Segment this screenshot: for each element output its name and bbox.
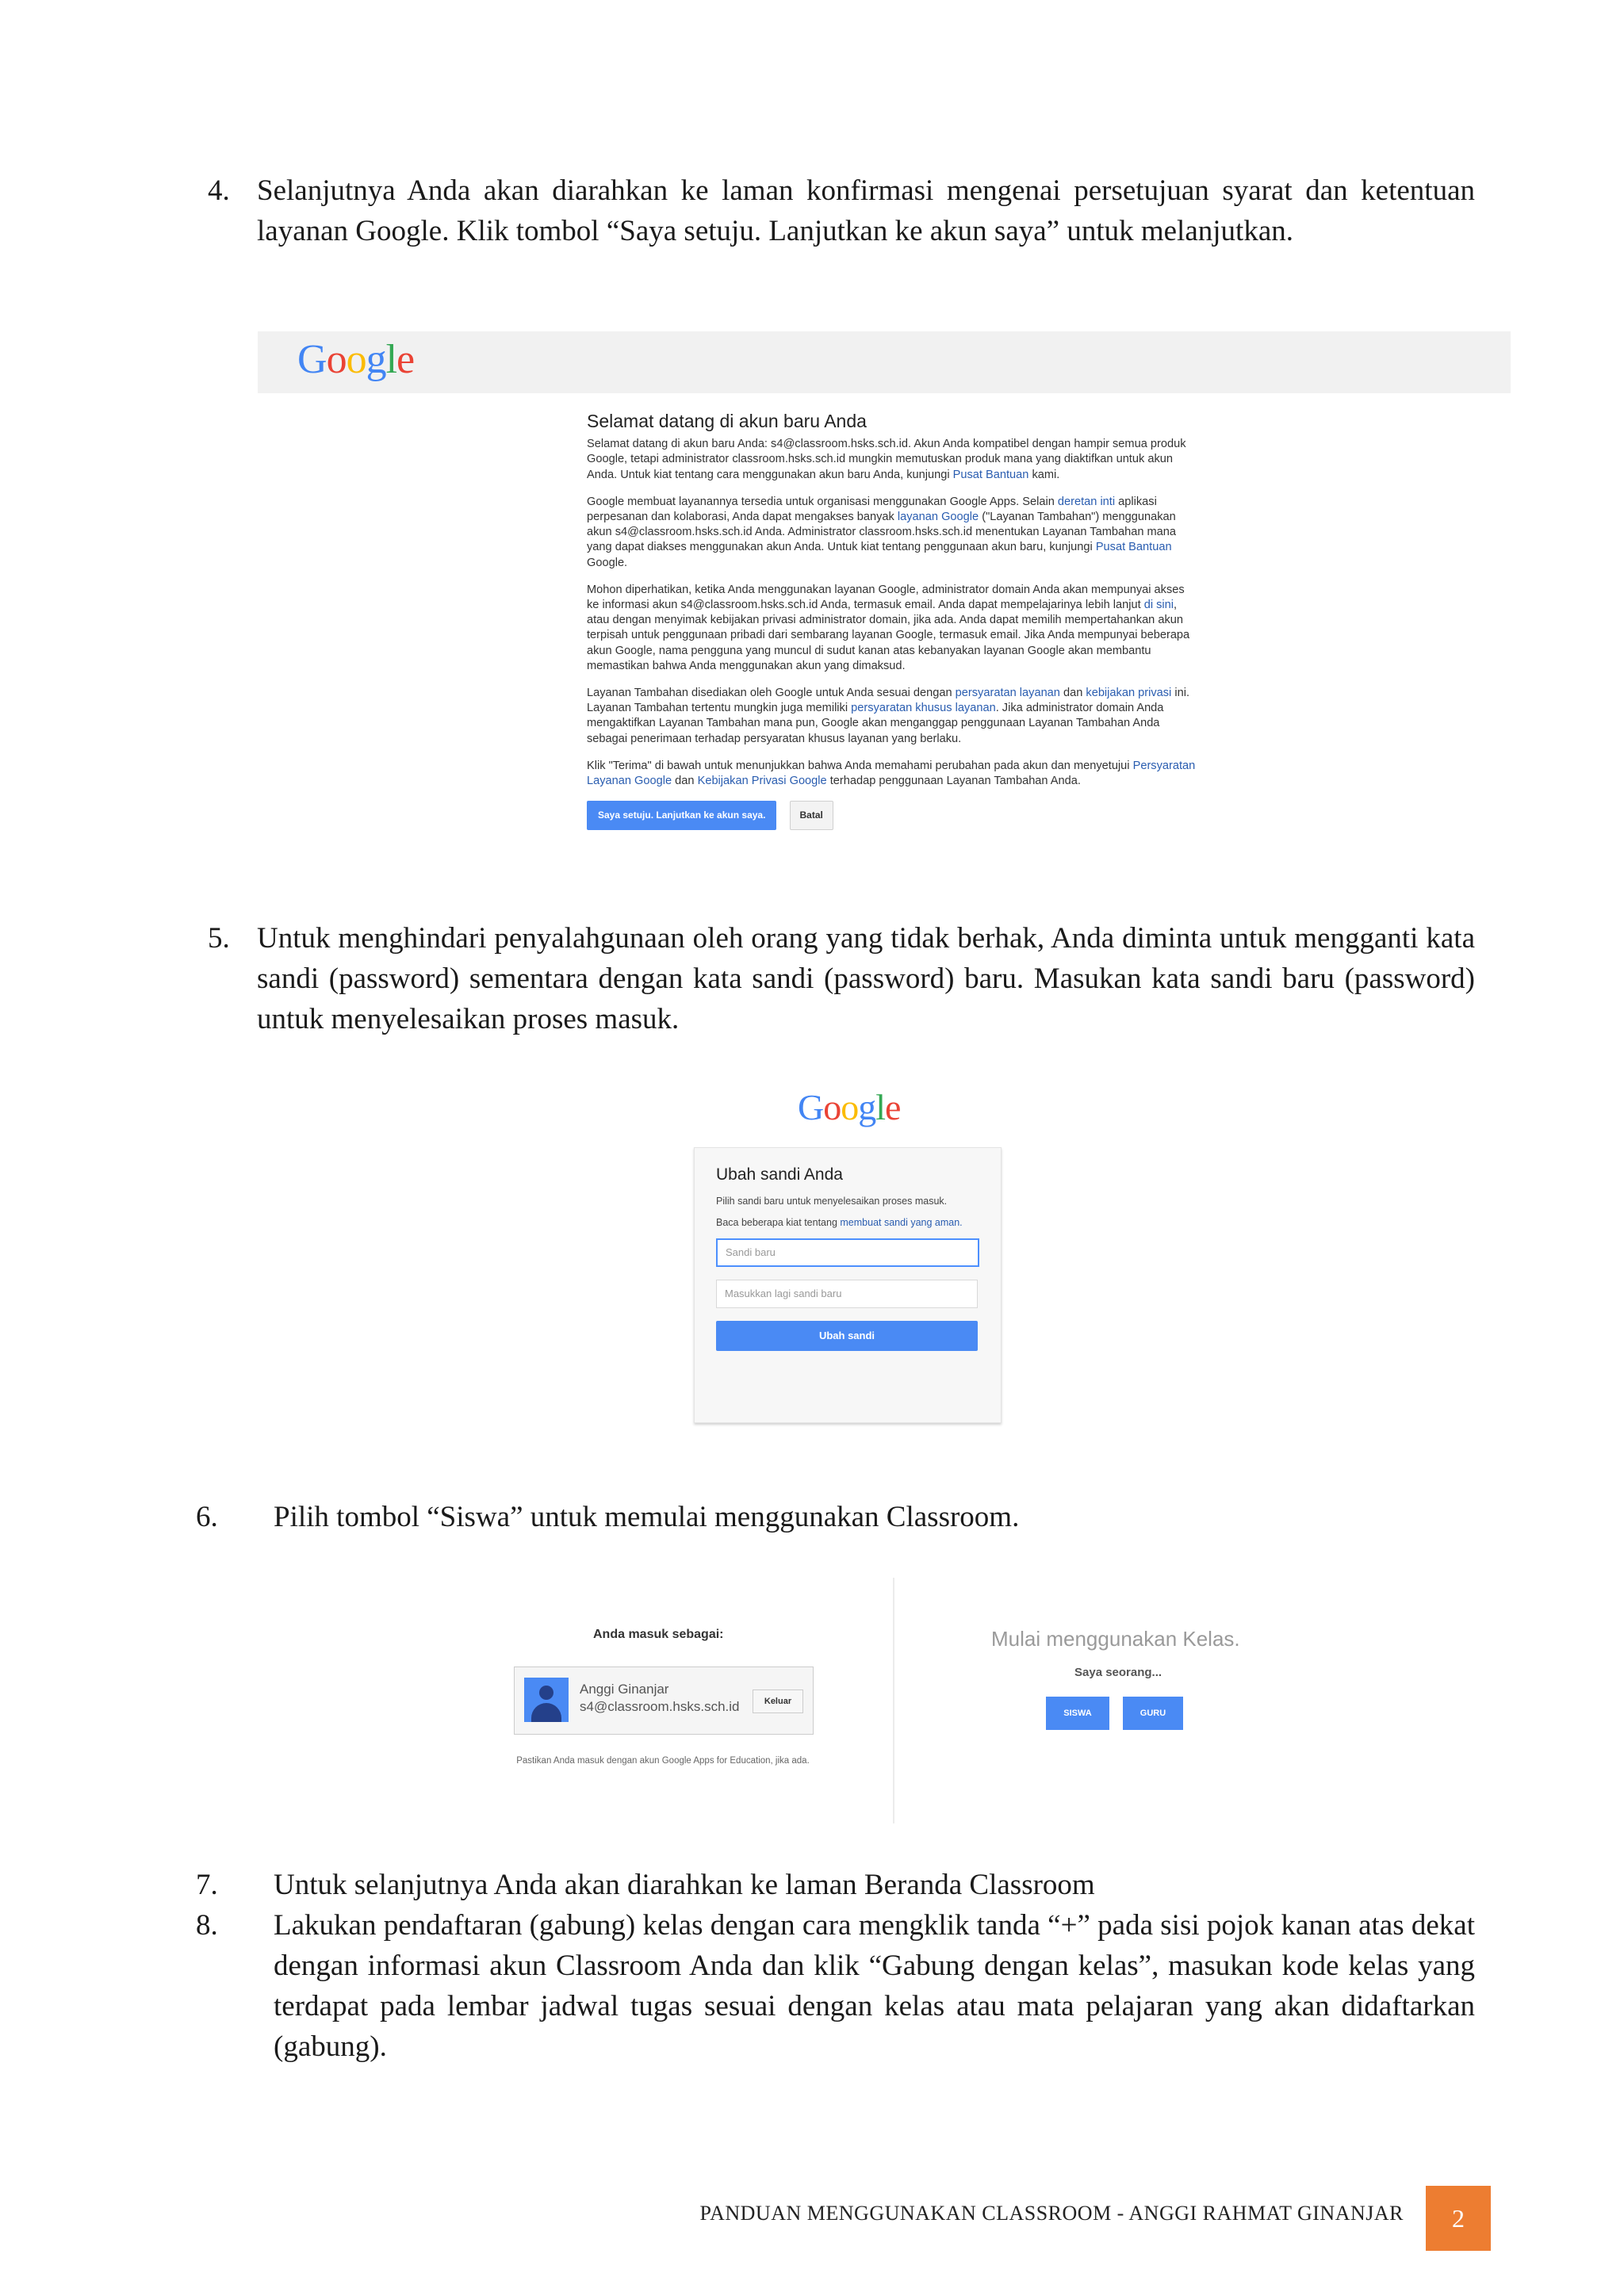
step-text: Untuk selanjutnya Anda akan diarahkan ke laman Beranda Classroom bbox=[274, 1869, 1095, 1901]
terms-screenshot bbox=[258, 331, 1511, 847]
step-number: 4. bbox=[208, 174, 230, 207]
password-tips-link[interactable]: membuat sandi yang aman. bbox=[840, 1217, 963, 1228]
google-privacy-link[interactable]: Kebijakan Privasi Google bbox=[697, 775, 827, 788]
here-link[interactable]: di sini bbox=[1143, 599, 1174, 612]
confirm-password-input[interactable]: Masukkan lagi sandi baru bbox=[716, 1280, 978, 1308]
card-tip: Baca beberapa kiat tentang membuat sandi yang aman. bbox=[716, 1217, 963, 1228]
account-name: Anggi Ginanjar bbox=[580, 1682, 669, 1697]
account-note: Pastikan Anda masuk dengan akun Google Apps for Education, jika ada. bbox=[516, 1756, 810, 1766]
start-title: Mulai menggunakan Kelas. bbox=[991, 1627, 1240, 1651]
service-specific-terms-link[interactable]: persyaratan khusus layanan bbox=[851, 702, 996, 715]
role-selection-screenshot bbox=[500, 1578, 1261, 1823]
terms-paragraph: Klik "Terima" di bawah untuk menunjukkan bahwa Anda memahami perubahan pada akun dan menyetujui Persyaratan Layanan Google dan Kebijakan Privasi Google terhadap penggunaan Layanan Tambahan Anda. bbox=[587, 759, 1196, 788]
google-header-bar bbox=[258, 331, 1511, 393]
step-number: 5. bbox=[208, 922, 230, 955]
step-text: Pilih tombol “Siswa” untuk memulai menggunakan Classroom. bbox=[274, 1501, 1020, 1533]
terms-paragraph: Google membuat layanannya tersedia untuk organisasi menggunakan Google Apps. Selain deretan inti aplikasi perpesanan dan kolaborasi, Anda dapat mengakses banyak layanan Google ("Layanan Tambahan") menggunakan akun s4@classroom.hsks.sch.id Anda. Administrator classroom.hsks.sch.id menentukan Layanan Tambahan mana yang dapat diakses menggunakan akun Anda. Untuk kiat tentang penggunaan akun baru, kunjungi Pusat Bantuan Google. bbox=[587, 495, 1176, 569]
terms-of-service-link[interactable]: persyaratan layanan bbox=[955, 687, 1060, 700]
google-logo: Google bbox=[798, 1087, 901, 1127]
step-5 bbox=[208, 918, 1475, 1039]
change-password-card bbox=[694, 1147, 1002, 1423]
help-center-link[interactable]: Pusat Bantuan bbox=[952, 468, 1029, 481]
student-button[interactable]: SISWA bbox=[1046, 1697, 1109, 1730]
google-logo: Google bbox=[297, 337, 415, 382]
card-title: Ubah sandi Anda bbox=[716, 1165, 843, 1184]
account-email: s4@classroom.hsks.sch.id bbox=[580, 1699, 740, 1714]
help-center-link[interactable]: Pusat Bantuan bbox=[1095, 541, 1172, 554]
step-text: Lakukan pendaftaran (gabung) kelas dengan cara mengklik tanda “+” pada sisi pojok kanan atas dekat dengan informasi akun Classroom Anda dan klik “Gabung dengan kelas”, masukan kode kelas yang terdapat pada lembar jadwal tugas sesuai dengan kelas atau mata pelajaran yang akan didaftarkan (gabung). bbox=[274, 1909, 1475, 2063]
step-4 bbox=[208, 170, 1475, 251]
logout-button[interactable]: Keluar bbox=[753, 1689, 803, 1713]
change-password-button[interactable]: Ubah sandi bbox=[716, 1321, 978, 1351]
new-password-input[interactable]: Sandi baru bbox=[716, 1238, 979, 1267]
step-number: 8. bbox=[196, 1909, 218, 1942]
terms-buttons bbox=[587, 801, 1197, 830]
teacher-button[interactable]: GURU bbox=[1123, 1697, 1183, 1730]
step-6 bbox=[196, 1497, 1475, 1537]
card-description: Pilih sandi baru untuk menyelesaikan proses masuk. bbox=[716, 1196, 948, 1207]
terms-paragraph: Mohon diperhatikan, ketika Anda menggunakan layanan Google, administrator domain Anda akan mempunyai akses ke informasi akun s4@classroom.hsks.sch.id Anda, termasuk email. Anda dapat mempelajarinya lebih lanjut di sini, atau dengan menyimak kebijakan privasi administrator domain, jika ada. Anda dapat memilih mempertahankan akun terpisah untuk penggunaan pribadi dari sembarang layanan Google, termasuk email. Jika Anda mempunyai beberapa akun Google, nama pengguna yang muncul di sudut kanan atas kebanyakan layanan Google akan membantu memastikan bahwa Anda menggunakan akun yang dimaksud. bbox=[587, 583, 1190, 672]
step-8 bbox=[196, 1905, 1475, 2067]
accept-continue-button[interactable]: Saya setuju. Lanjutkan ke akun saya. bbox=[587, 801, 776, 830]
divider bbox=[893, 1578, 894, 1823]
step-number: 7. bbox=[196, 1869, 218, 1901]
terms-title: Selamat datang di akun baru Anda bbox=[587, 411, 867, 431]
cancel-button[interactable]: Batal bbox=[790, 801, 833, 830]
core-suite-link[interactable]: deretan inti bbox=[1057, 495, 1116, 508]
avatar bbox=[524, 1678, 569, 1722]
step-7 bbox=[196, 1865, 1475, 1905]
google-terms-link[interactable]: Persyaratan Layanan Google bbox=[587, 759, 1196, 788]
person-icon bbox=[539, 1686, 553, 1700]
google-services-link[interactable]: layanan Google bbox=[897, 511, 979, 524]
terms-paragraph: Layanan Tambahan disediakan oleh Google untuk Anda sesuai dengan persyaratan layanan dan kebijakan privasi ini. Layanan Tambahan tertentu mungkin juga memiliki persyaratan khusus layanan. Jika administrator domain Anda mengaktifkan Layanan Tambahan mana pun, Google akan menganggap penggunaan Layanan Tambahan Anda sebagai penerimaan terhadap persyaratan khusus layanan yang berlaku. bbox=[587, 687, 1190, 745]
footer-title: PANDUAN MENGGUNAKAN CLASSROOM - ANGGI RAHMAT GINANJAR bbox=[699, 2202, 1404, 2225]
account-card bbox=[514, 1667, 814, 1735]
terms-paragraph: Selamat datang di akun baru Anda: s4@classroom.hsks.sch.id. Akun Anda kompatibel dengan hampir semua produk Google, tetapi administrator classroom.hsks.sch.id mungkin memutuskan produk mana yang diaktifkan untuk akun Anda. Untuk kiat tentang cara menggunakan akun baru Anda, kunjungi Pusat Bantuan kami. bbox=[587, 438, 1186, 481]
step-number: 6. bbox=[196, 1501, 218, 1533]
step-text: Untuk menghindari penyalahgunaan oleh orang yang tidak berhak, Anda diminta untuk mengganti kata sandi (password) sementara dengan kata sandi (password) baru. Masukan kata sandi baru (password) untuk menyelesaikan proses masuk. bbox=[257, 922, 1475, 1035]
terms-content bbox=[587, 411, 1197, 830]
page-number: 2 bbox=[1426, 2186, 1491, 2251]
role-prompt: Saya seorang... bbox=[1074, 1666, 1162, 1679]
privacy-policy-link[interactable]: kebijakan privasi bbox=[1086, 687, 1172, 700]
step-text: Selanjutnya Anda akan diarahkan ke laman konfirmasi mengenai persetujuan syarat dan ketentuan layanan Google. Klik tombol “Saya setuju. Lanjutkan ke akun saya” untuk melanjutkan. bbox=[257, 174, 1475, 247]
signed-in-label: Anda masuk sebagai: bbox=[593, 1628, 724, 1641]
